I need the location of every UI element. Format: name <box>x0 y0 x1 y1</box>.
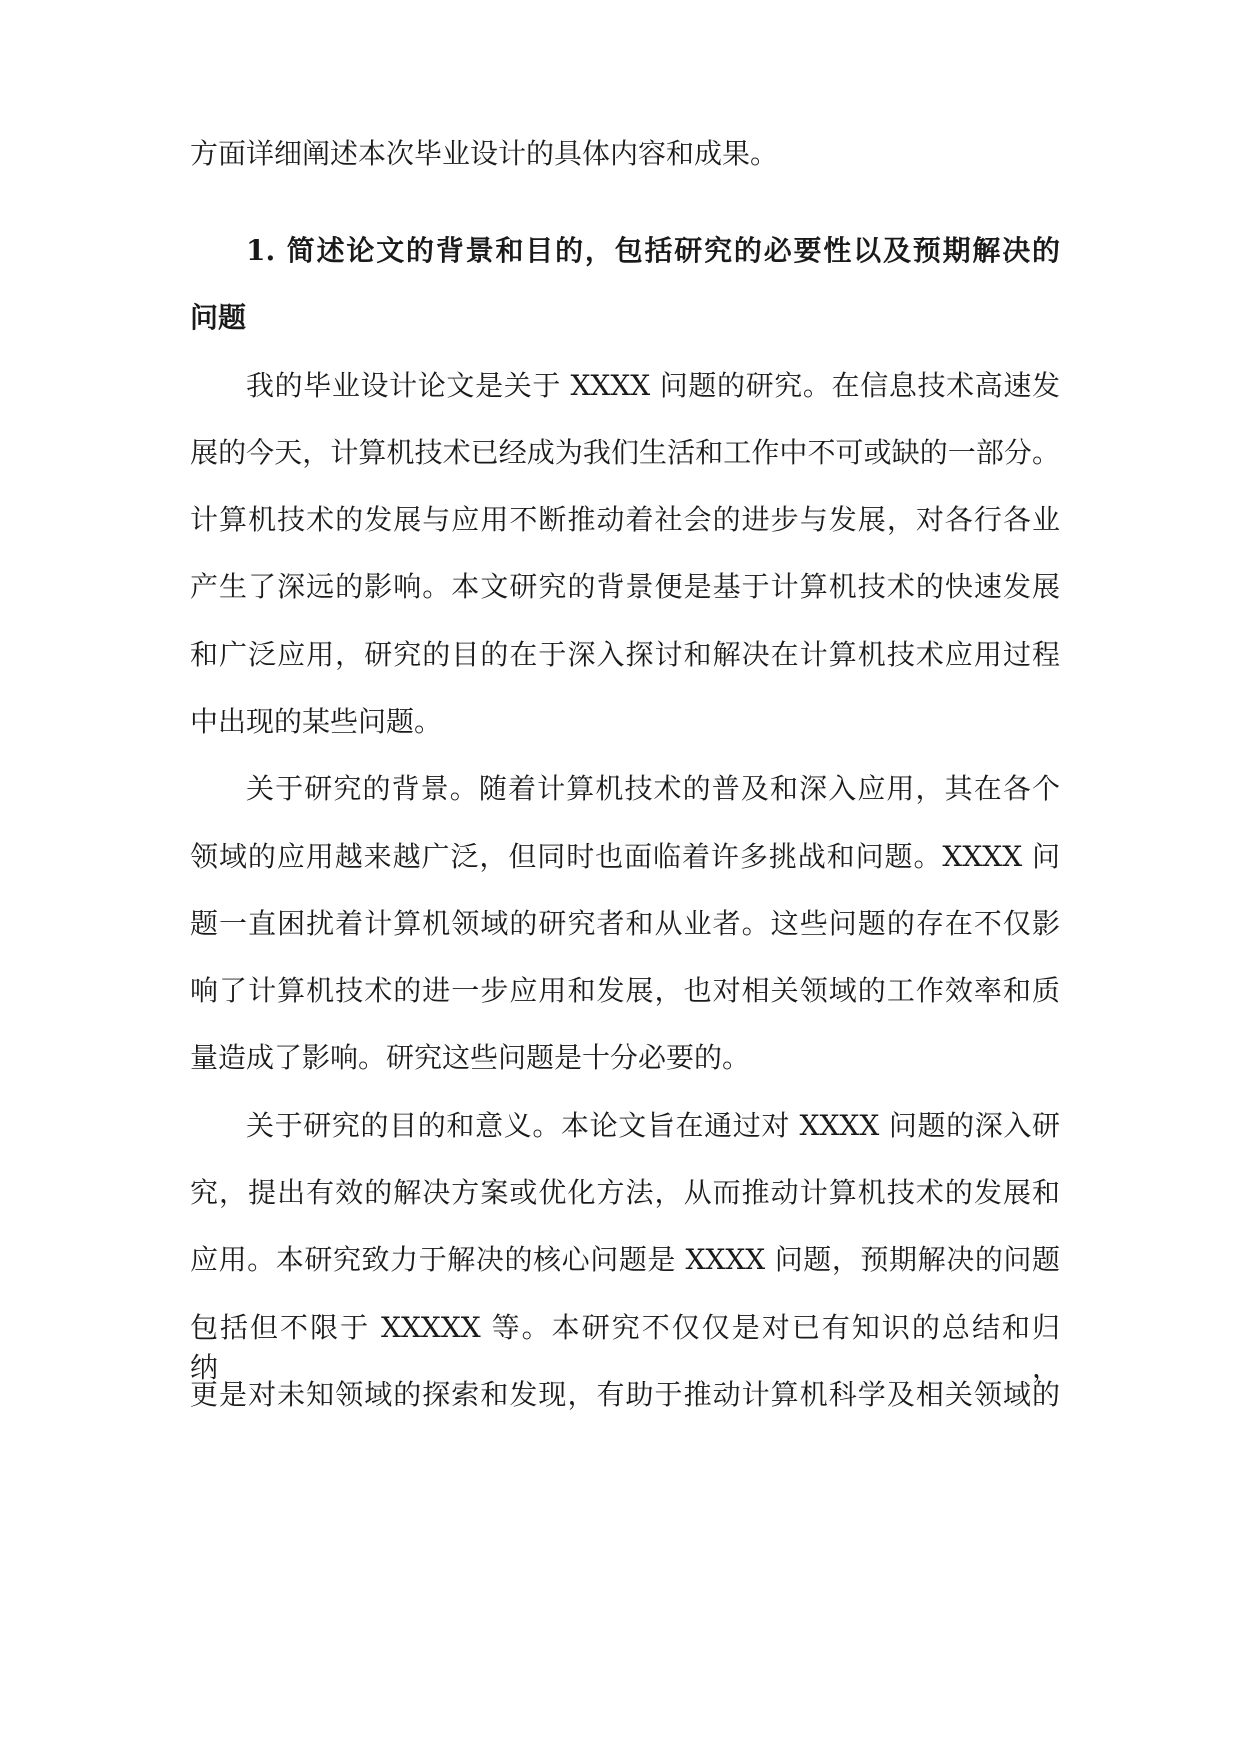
paragraph-line: 响了计算机技术的进一步应用和发展，也对相关领域的工作效率和质 <box>190 974 1060 1007</box>
paragraph-line: 展的今天，计算机技术已经成为我们生活和工作中不可或缺的一部分。 <box>190 436 1060 469</box>
paragraph-line: 我的毕业设计论文是关于 XXXX 问题的研究。在信息技术高速发 <box>246 369 1060 402</box>
paragraph-line: 和广泛应用，研究的目的在于深入探讨和解决在计算机技术应用过程 <box>190 638 1060 671</box>
paragraph-line: 关于研究的背景。随着计算机技术的普及和深入应用，其在各个 <box>246 772 1060 805</box>
paragraph-line: 计算机技术的发展与应用不断推动着社会的进步与发展，对各行各业 <box>190 503 1060 536</box>
paragraph-line: 更是对未知领域的探索和发现，有助于推动计算机科学及相关领域的 <box>190 1378 1060 1411</box>
paragraph-line: 包括但不限于 XXXXX 等。本研究不仅仅是对已有知识的总结和归纳， <box>190 1311 1060 1384</box>
paragraph-line: 量造成了影响。研究这些问题是十分必要的。 <box>190 1041 751 1074</box>
section-heading: 1. 简述论文的背景和目的，包括研究的必要性以及预期解决的 <box>246 234 1060 267</box>
paragraph-line: 题一直困扰着计算机领域的研究者和从业者。这些问题的存在不仅影 <box>190 907 1060 940</box>
paragraph-line: 究，提出有效的解决方案或优化方法，从而推动计算机技术的发展和 <box>190 1176 1060 1209</box>
paragraph-line: 方面详细阐述本次毕业设计的具体内容和成果。 <box>190 137 779 170</box>
paragraph-line: 应用。本研究致力于解决的核心问题是 XXXX 问题，预期解决的问题 <box>190 1243 1060 1276</box>
paragraph-line: 领域的应用越来越广泛，但同时也面临着许多挑战和问题。XXXX 问 <box>190 840 1060 873</box>
section-heading-continuation: 问题 <box>190 301 247 334</box>
paragraph-line: 关于研究的目的和意义。本论文旨在通过对 XXXX 问题的深入研 <box>246 1109 1060 1142</box>
paragraph-line: 产生了深远的影响。本文研究的背景便是基于计算机技术的快速发展 <box>190 570 1060 603</box>
paragraph-line: 中出现的某些问题。 <box>190 705 443 738</box>
